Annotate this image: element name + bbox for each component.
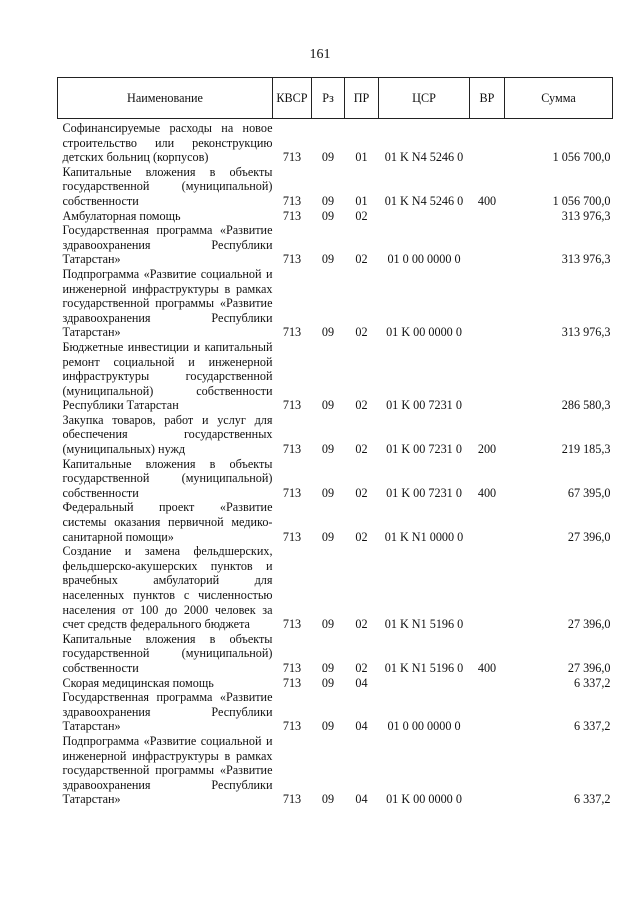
cell-rz: 09 [321,193,335,208]
table-row [58,267,613,340]
cell-csr: 01 K 00 7231 0 [386,442,462,457]
table-row [58,223,613,267]
cell-sum: 6 337,2 [573,675,611,690]
cell-vr: 400 [477,660,497,675]
cell-rz: 09 [321,617,335,632]
table-row [58,734,613,807]
cell-sum: 313 976,3 [561,325,611,340]
table-row [58,165,613,209]
cell-sum: 219 185,3 [561,442,611,457]
cell-csr: 01 K 00 0000 0 [386,325,462,340]
cell-pr: 02 [355,208,368,223]
cell-sum: 1 056 700,0 [552,150,611,165]
cell-csr: 01 K N4 5246 0 [384,193,464,208]
column-header-pr: ПР [345,78,379,119]
cell-rz: 09 [321,675,335,690]
cell-rz: 09 [321,252,335,267]
cell-rz: 09 [321,325,335,340]
cell-kvsr: 713 [282,485,302,500]
cell-vr: 200 [477,442,497,457]
table-header-row [58,78,613,119]
cell-kvsr: 713 [282,792,302,807]
cell-rz: 09 [321,442,335,457]
cell-pr: 02 [355,529,368,544]
cell-vr: 400 [477,193,497,208]
cell-pr: 02 [355,252,368,267]
cell-name: Капитальные вложения в объекты государственной (муниципальной) собственности [62,631,273,675]
cell-csr [379,676,470,691]
cell-pr: 02 [355,442,368,457]
cell-kvsr: 713 [282,208,302,223]
cell-csr: 01 K 00 7231 0 [386,485,462,500]
column-header-rz: Рз [312,78,345,119]
cell-sum: 6 337,2 [573,792,611,807]
cell-rz: 09 [321,719,335,734]
cell-rz: 09 [321,529,335,544]
cell-pr: 02 [355,398,368,413]
column-header-csr: ЦСР [379,78,470,119]
cell-vr [470,676,505,691]
cell-csr: 01 K 00 0000 0 [386,792,462,807]
cell-sum: 313 976,3 [561,252,611,267]
cell-kvsr: 713 [282,529,302,544]
cell-sum: 27 396,0 [567,529,611,544]
cell-csr: 01 K N1 0000 0 [384,529,464,544]
cell-pr: 04 [355,792,368,807]
cell-pr: 02 [355,660,368,675]
cell-csr: 01 K N4 5246 0 [384,150,464,165]
cell-pr: 01 [355,150,368,165]
cell-csr: 01 0 00 0000 0 [387,252,461,267]
table-row [58,632,613,676]
cell-vr [470,119,505,165]
table-row [58,500,613,544]
column-header-name: Наименование [58,78,273,119]
cell-rz: 09 [321,660,335,675]
cell-name: Федеральный проект «Развитие системы оказания первичной медико-санитарной помощи» [62,500,273,544]
cell-sum: 27 396,0 [567,617,611,632]
table-row [58,413,613,457]
cell-csr: 01 K N1 5196 0 [384,617,464,632]
cell-sum: 313 976,3 [561,208,611,223]
table-row [58,209,613,224]
cell-vr [470,209,505,224]
cell-kvsr: 713 [282,150,302,165]
cell-name: Капитальные вложения в объекты государственной (муниципальной) собственности [62,456,273,500]
cell-kvsr: 713 [282,719,302,734]
cell-kvsr: 713 [282,660,302,675]
cell-name: Капитальные вложения в объекты государственной (муниципальной) собственности [62,164,273,208]
cell-rz: 09 [321,398,335,413]
cell-vr [470,500,505,544]
column-header-vr: ВР [470,78,505,119]
table-row [58,340,613,413]
cell-name: Амбулаторная помощь [62,208,181,223]
budget-table [57,77,613,807]
cell-name: Подпрограмма «Развитие социальной и инженерной инфраструктуры в рамках государственной программы «Развитие здравоохранения Республики Татарстан» [62,266,273,340]
cell-csr: 01 0 00 0000 0 [387,719,461,734]
cell-sum: 1 056 700,0 [552,193,611,208]
cell-name: Подпрограмма «Развитие социальной и инженерной инфраструктуры в рамках государственной программы «Развитие здравоохранения Республики Татарстан» [62,733,273,807]
cell-vr [470,544,505,632]
cell-name: Государственная программа «Развитие здравоохранения Республики Татарстан» [62,690,273,734]
cell-kvsr: 713 [282,252,302,267]
cell-rz: 09 [321,485,335,500]
table-row [58,544,613,632]
cell-csr [379,209,470,224]
cell-csr: 01 K N1 5196 0 [384,660,464,675]
cell-vr [470,223,505,267]
table-row [58,119,613,165]
table-row [58,676,613,691]
cell-name: Закупка товаров, работ и услуг для обеспечения государственных (муниципальных) нужд [62,412,273,457]
cell-vr [470,340,505,413]
cell-kvsr: 713 [282,325,302,340]
cell-pr: 02 [355,325,368,340]
cell-kvsr: 713 [282,193,302,208]
cell-rz: 09 [321,792,335,807]
cell-csr: 01 K 00 7231 0 [386,398,462,413]
cell-sum: 6 337,2 [573,719,611,734]
cell-name: Скорая медицинская помощь [62,675,214,690]
column-header-sum: Сумма [505,78,613,119]
cell-pr: 04 [355,719,368,734]
cell-pr: 02 [355,617,368,632]
cell-pr: 02 [355,485,368,500]
cell-kvsr: 713 [282,675,302,690]
cell-name: Государственная программа «Развитие здравоохранения Республики Татарстан» [62,223,273,267]
cell-vr [470,734,505,807]
cell-sum: 67 395,0 [567,485,611,500]
cell-name: Создание и замена фельдшерских, фельдшерско-акушерских пунктов и врачебных амбулаторий для населенных пунктов с численностью населения от 100 до 2000 человек за счет средств федерального бюджета [62,544,273,632]
page-number: 161 [309,47,331,62]
table-row [58,690,613,734]
cell-vr: 400 [477,485,497,500]
cell-kvsr: 713 [282,398,302,413]
column-header-kvsr: КВСР [273,78,312,119]
cell-name: Бюджетные инвестиции и капитальный ремонт социальной и инженерной инфраструктуры государственной (муниципальной) собственности Республики Татарстан [62,339,273,413]
cell-pr: 01 [355,193,368,208]
cell-vr [470,690,505,734]
table-row [58,457,613,501]
cell-sum: 286 580,3 [561,398,611,413]
cell-name: Софинансируемые расходы на новое строительство или реконструкцию детских больниц (корпусов) [62,121,273,165]
cell-kvsr: 713 [282,442,302,457]
cell-vr [470,267,505,340]
cell-pr: 04 [355,675,368,690]
cell-rz: 09 [321,150,335,165]
cell-kvsr: 713 [282,617,302,632]
cell-rz: 09 [321,208,335,223]
cell-sum: 27 396,0 [567,660,611,675]
